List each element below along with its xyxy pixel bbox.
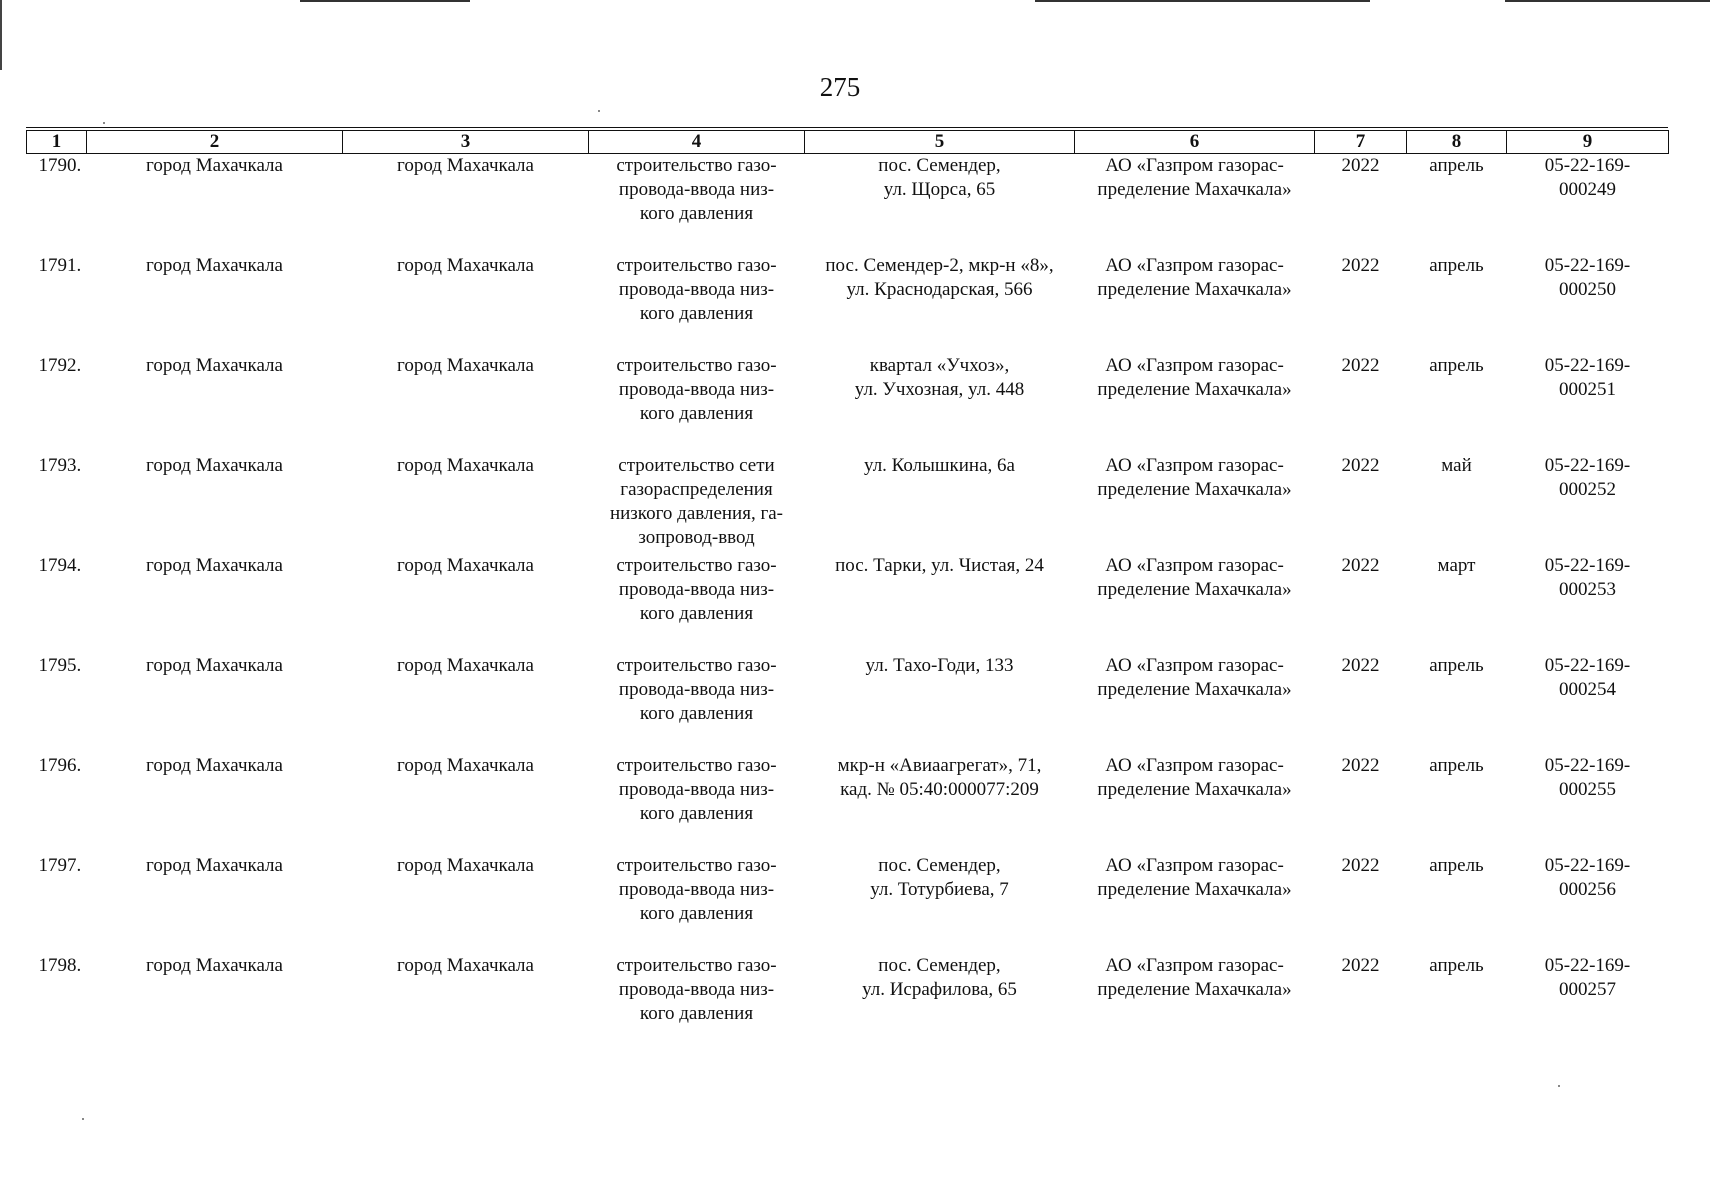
- locality-cell: город Махачкала: [397, 555, 534, 576]
- address-cell: [805, 454, 1075, 554]
- work-description-cell: [589, 254, 805, 354]
- row-number: 1796.: [38, 755, 82, 776]
- month-cell: апрель: [1429, 255, 1484, 276]
- address-cell: [805, 854, 1075, 954]
- cell-line: 05-22-169-: [1544, 255, 1631, 276]
- organization-cell: [1075, 854, 1315, 954]
- cell-line: пределение Махачкала»: [1097, 679, 1292, 700]
- year-cell: 2022: [1341, 655, 1380, 676]
- district-cell: город Махачкала: [146, 155, 283, 176]
- cell-line: пределение Махачкала»: [1097, 979, 1292, 1000]
- work-description-cell: [589, 654, 805, 754]
- cell-line: строительство газо-: [616, 855, 777, 876]
- work-description-cell: [589, 954, 805, 1054]
- cell-line: пос. Тарки, ул. Чистая, 24: [835, 555, 1044, 576]
- column-header-3: 3: [343, 131, 589, 154]
- registration-code-cell: [1507, 154, 1669, 255]
- scan-speck: [1558, 1085, 1560, 1087]
- cell-line: зопровод-ввод: [638, 527, 755, 548]
- cell-line: строительство газо-: [616, 355, 777, 376]
- address-cell: [805, 754, 1075, 854]
- cell-line: провода-ввода низ-: [618, 279, 775, 300]
- cell-line: строительство газо-: [616, 555, 777, 576]
- cell-line: провода-ввода низ-: [618, 579, 775, 600]
- registration-code-cell: [1507, 454, 1669, 554]
- table-row: [27, 954, 1669, 1054]
- table-row: [27, 654, 1669, 754]
- organization-cell: [1075, 254, 1315, 354]
- month-cell: май: [1441, 455, 1472, 476]
- organization-cell: [1075, 354, 1315, 454]
- registration-code-cell: [1507, 654, 1669, 754]
- cell-line: ул. Исрафилова, 65: [862, 979, 1017, 1000]
- column-header-4: 4: [589, 131, 805, 154]
- year-cell: 2022: [1341, 255, 1380, 276]
- month-cell: апрель: [1429, 755, 1484, 776]
- cell-line: ул. Тахо-Годи, 133: [865, 655, 1014, 676]
- month-cell: апрель: [1429, 355, 1484, 376]
- cell-line: строительство газо-: [616, 155, 777, 176]
- cell-line: пос. Семендер,: [878, 855, 1001, 876]
- row-number: 1794.: [38, 555, 82, 576]
- cell-line: строительство газо-: [616, 755, 777, 776]
- registration-code-cell: [1507, 754, 1669, 854]
- registration-code-cell: [1507, 954, 1669, 1054]
- cell-line: провода-ввода низ-: [618, 179, 775, 200]
- cell-line: 000253: [1559, 579, 1616, 600]
- district-cell: город Махачкала: [146, 855, 283, 876]
- cell-line: АО «Газпром газорас-: [1105, 355, 1284, 376]
- cell-line: кого давления: [639, 1003, 754, 1024]
- locality-cell: город Махачкала: [397, 355, 534, 376]
- month-cell: апрель: [1429, 155, 1484, 176]
- cell-line: АО «Газпром газорас-: [1105, 455, 1284, 476]
- cell-line: ул. Учхозная, ул. 448: [854, 379, 1025, 400]
- row-number: 1793.: [38, 455, 82, 476]
- row-number: 1795.: [38, 655, 82, 676]
- scan-speck: [103, 122, 105, 124]
- district-cell: город Махачкала: [146, 755, 283, 776]
- cell-line: 000255: [1559, 779, 1616, 800]
- cell-line: 05-22-169-: [1544, 355, 1631, 376]
- organization-cell: [1075, 754, 1315, 854]
- cell-line: АО «Газпром газорас-: [1105, 955, 1284, 976]
- organization-cell: [1075, 554, 1315, 654]
- cell-line: 05-22-169-: [1544, 655, 1631, 676]
- table-row: [27, 254, 1669, 354]
- district-cell: город Махачкала: [146, 555, 283, 576]
- address-cell: [805, 254, 1075, 354]
- scan-artifact-line: [1035, 0, 1370, 2]
- cell-line: пределение Махачкала»: [1097, 379, 1292, 400]
- cell-line: провода-ввода низ-: [618, 379, 775, 400]
- table-row: [27, 554, 1669, 654]
- district-cell: город Махачкала: [146, 955, 283, 976]
- table-top-rule: [26, 127, 1668, 128]
- cell-line: 000252: [1559, 479, 1616, 500]
- cell-line: строительство газо-: [616, 955, 777, 976]
- cell-line: кого давления: [639, 603, 754, 624]
- table-row: [27, 754, 1669, 854]
- cell-line: 000249: [1559, 179, 1616, 200]
- locality-cell: город Махачкала: [397, 155, 534, 176]
- table-row: [27, 854, 1669, 954]
- table-row: [27, 354, 1669, 454]
- cell-line: провода-ввода низ-: [618, 679, 775, 700]
- month-cell: апрель: [1429, 855, 1484, 876]
- cell-line: 000251: [1559, 379, 1616, 400]
- row-number: 1791.: [38, 255, 82, 276]
- registry-table: [26, 130, 1669, 1054]
- row-number: 1798.: [38, 955, 82, 976]
- cell-line: ул. Тотурбиева, 7: [870, 879, 1009, 900]
- column-header-5: 5: [805, 131, 1075, 154]
- cell-line: строительство газо-: [616, 655, 777, 676]
- cell-line: ул. Щорса, 65: [883, 179, 996, 200]
- cell-line: пос. Семендер,: [878, 155, 1001, 176]
- locality-cell: город Махачкала: [397, 855, 534, 876]
- district-cell: город Махачкала: [146, 255, 283, 276]
- cell-line: ул. Краснодарская, 566: [846, 279, 1033, 300]
- row-number: 1797.: [38, 855, 82, 876]
- cell-line: пределение Махачкала»: [1097, 879, 1292, 900]
- address-cell: [805, 554, 1075, 654]
- work-description-cell: [589, 854, 805, 954]
- month-cell: апрель: [1429, 655, 1484, 676]
- cell-line: пределение Махачкала»: [1097, 779, 1292, 800]
- district-cell: город Махачкала: [146, 455, 283, 476]
- locality-cell: город Махачкала: [397, 455, 534, 476]
- table-row: [27, 154, 1669, 255]
- cell-line: пос. Семендер,: [878, 955, 1001, 976]
- cell-line: кого давления: [639, 903, 754, 924]
- table-row: [27, 454, 1669, 554]
- cell-line: кого давления: [639, 803, 754, 824]
- cell-line: 000256: [1559, 879, 1616, 900]
- cell-line: пределение Махачкала»: [1097, 479, 1292, 500]
- cell-line: пределение Махачкала»: [1097, 579, 1292, 600]
- cell-line: АО «Газпром газорас-: [1105, 555, 1284, 576]
- district-cell: город Махачкала: [146, 355, 283, 376]
- cell-line: кого давления: [639, 203, 754, 224]
- work-description-cell: [589, 554, 805, 654]
- scan-artifact-line: [1505, 0, 1710, 2]
- work-description-cell: [589, 354, 805, 454]
- page-number: 275: [819, 72, 861, 102]
- cell-line: 05-22-169-: [1544, 155, 1631, 176]
- column-header-1: 1: [27, 131, 87, 154]
- year-cell: 2022: [1341, 855, 1380, 876]
- cell-line: 000250: [1559, 279, 1616, 300]
- cell-line: провода-ввода низ-: [618, 879, 775, 900]
- year-cell: 2022: [1341, 455, 1380, 476]
- year-cell: 2022: [1341, 555, 1380, 576]
- registration-code-cell: [1507, 554, 1669, 654]
- cell-line: пределение Махачкала»: [1097, 279, 1292, 300]
- column-header-7: 7: [1315, 131, 1407, 154]
- cell-line: АО «Газпром газорас-: [1105, 255, 1284, 276]
- address-cell: [805, 154, 1075, 255]
- cell-line: 05-22-169-: [1544, 755, 1631, 776]
- cell-line: газораспределения: [620, 479, 773, 500]
- locality-cell: город Махачкала: [397, 655, 534, 676]
- cell-line: низкого давления, га-: [609, 503, 784, 524]
- cell-line: кого давления: [639, 303, 754, 324]
- organization-cell: [1075, 154, 1315, 255]
- column-header-9: 9: [1507, 131, 1669, 154]
- cell-line: кого давления: [639, 403, 754, 424]
- cell-line: 05-22-169-: [1544, 455, 1631, 476]
- cell-line: АО «Газпром газорас-: [1105, 155, 1284, 176]
- cell-line: строительство сети: [618, 455, 775, 476]
- cell-line: 000257: [1559, 979, 1616, 1000]
- organization-cell: [1075, 954, 1315, 1054]
- scan-speck: [598, 110, 600, 112]
- cell-line: 05-22-169-: [1544, 955, 1631, 976]
- cell-line: кого давления: [639, 703, 754, 724]
- registration-code-cell: [1507, 354, 1669, 454]
- cell-line: квартал «Учхоз»,: [869, 355, 1010, 376]
- locality-cell: город Махачкала: [397, 255, 534, 276]
- cell-line: 05-22-169-: [1544, 855, 1631, 876]
- year-cell: 2022: [1341, 955, 1380, 976]
- scan-artifact-line: [300, 0, 470, 2]
- month-cell: апрель: [1429, 955, 1484, 976]
- cell-line: 000254: [1559, 679, 1616, 700]
- cell-line: АО «Газпром газорас-: [1105, 655, 1284, 676]
- year-cell: 2022: [1341, 355, 1380, 376]
- column-header-8: 8: [1407, 131, 1507, 154]
- cell-line: 05-22-169-: [1544, 555, 1631, 576]
- organization-cell: [1075, 654, 1315, 754]
- cell-line: мкр-н «Авиаагрегат», 71,: [837, 755, 1042, 776]
- work-description-cell: [589, 754, 805, 854]
- address-cell: [805, 354, 1075, 454]
- header-row: [27, 131, 1669, 154]
- district-cell: город Махачкала: [146, 655, 283, 676]
- cell-line: кад. № 05:40:000077:209: [840, 779, 1039, 800]
- month-cell: март: [1437, 555, 1476, 576]
- scan-speck: [82, 1118, 84, 1120]
- registration-code-cell: [1507, 254, 1669, 354]
- row-number: 1792.: [38, 355, 82, 376]
- cell-line: провода-ввода низ-: [618, 779, 775, 800]
- cell-line: пос. Семендер-2, мкр-н «8»,: [825, 255, 1054, 276]
- cell-line: ул. Колышкина, 6а: [864, 455, 1015, 476]
- table-body: [27, 154, 1669, 1055]
- address-cell: [805, 954, 1075, 1054]
- scan-edge: [0, 0, 2, 70]
- cell-line: провода-ввода низ-: [618, 979, 775, 1000]
- work-description-cell: [589, 154, 805, 255]
- cell-line: строительство газо-: [616, 255, 777, 276]
- year-cell: 2022: [1341, 155, 1380, 176]
- work-description-cell: [589, 454, 805, 554]
- column-header-2: 2: [87, 131, 343, 154]
- organization-cell: [1075, 454, 1315, 554]
- locality-cell: город Махачкала: [397, 755, 534, 776]
- cell-line: АО «Газпром газорас-: [1105, 755, 1284, 776]
- year-cell: 2022: [1341, 755, 1380, 776]
- row-number: 1790.: [38, 155, 82, 176]
- locality-cell: город Махачкала: [397, 955, 534, 976]
- registration-code-cell: [1507, 854, 1669, 954]
- address-cell: [805, 654, 1075, 754]
- cell-line: пределение Махачкала»: [1097, 179, 1292, 200]
- cell-line: АО «Газпром газорас-: [1105, 855, 1284, 876]
- column-header-6: 6: [1075, 131, 1315, 154]
